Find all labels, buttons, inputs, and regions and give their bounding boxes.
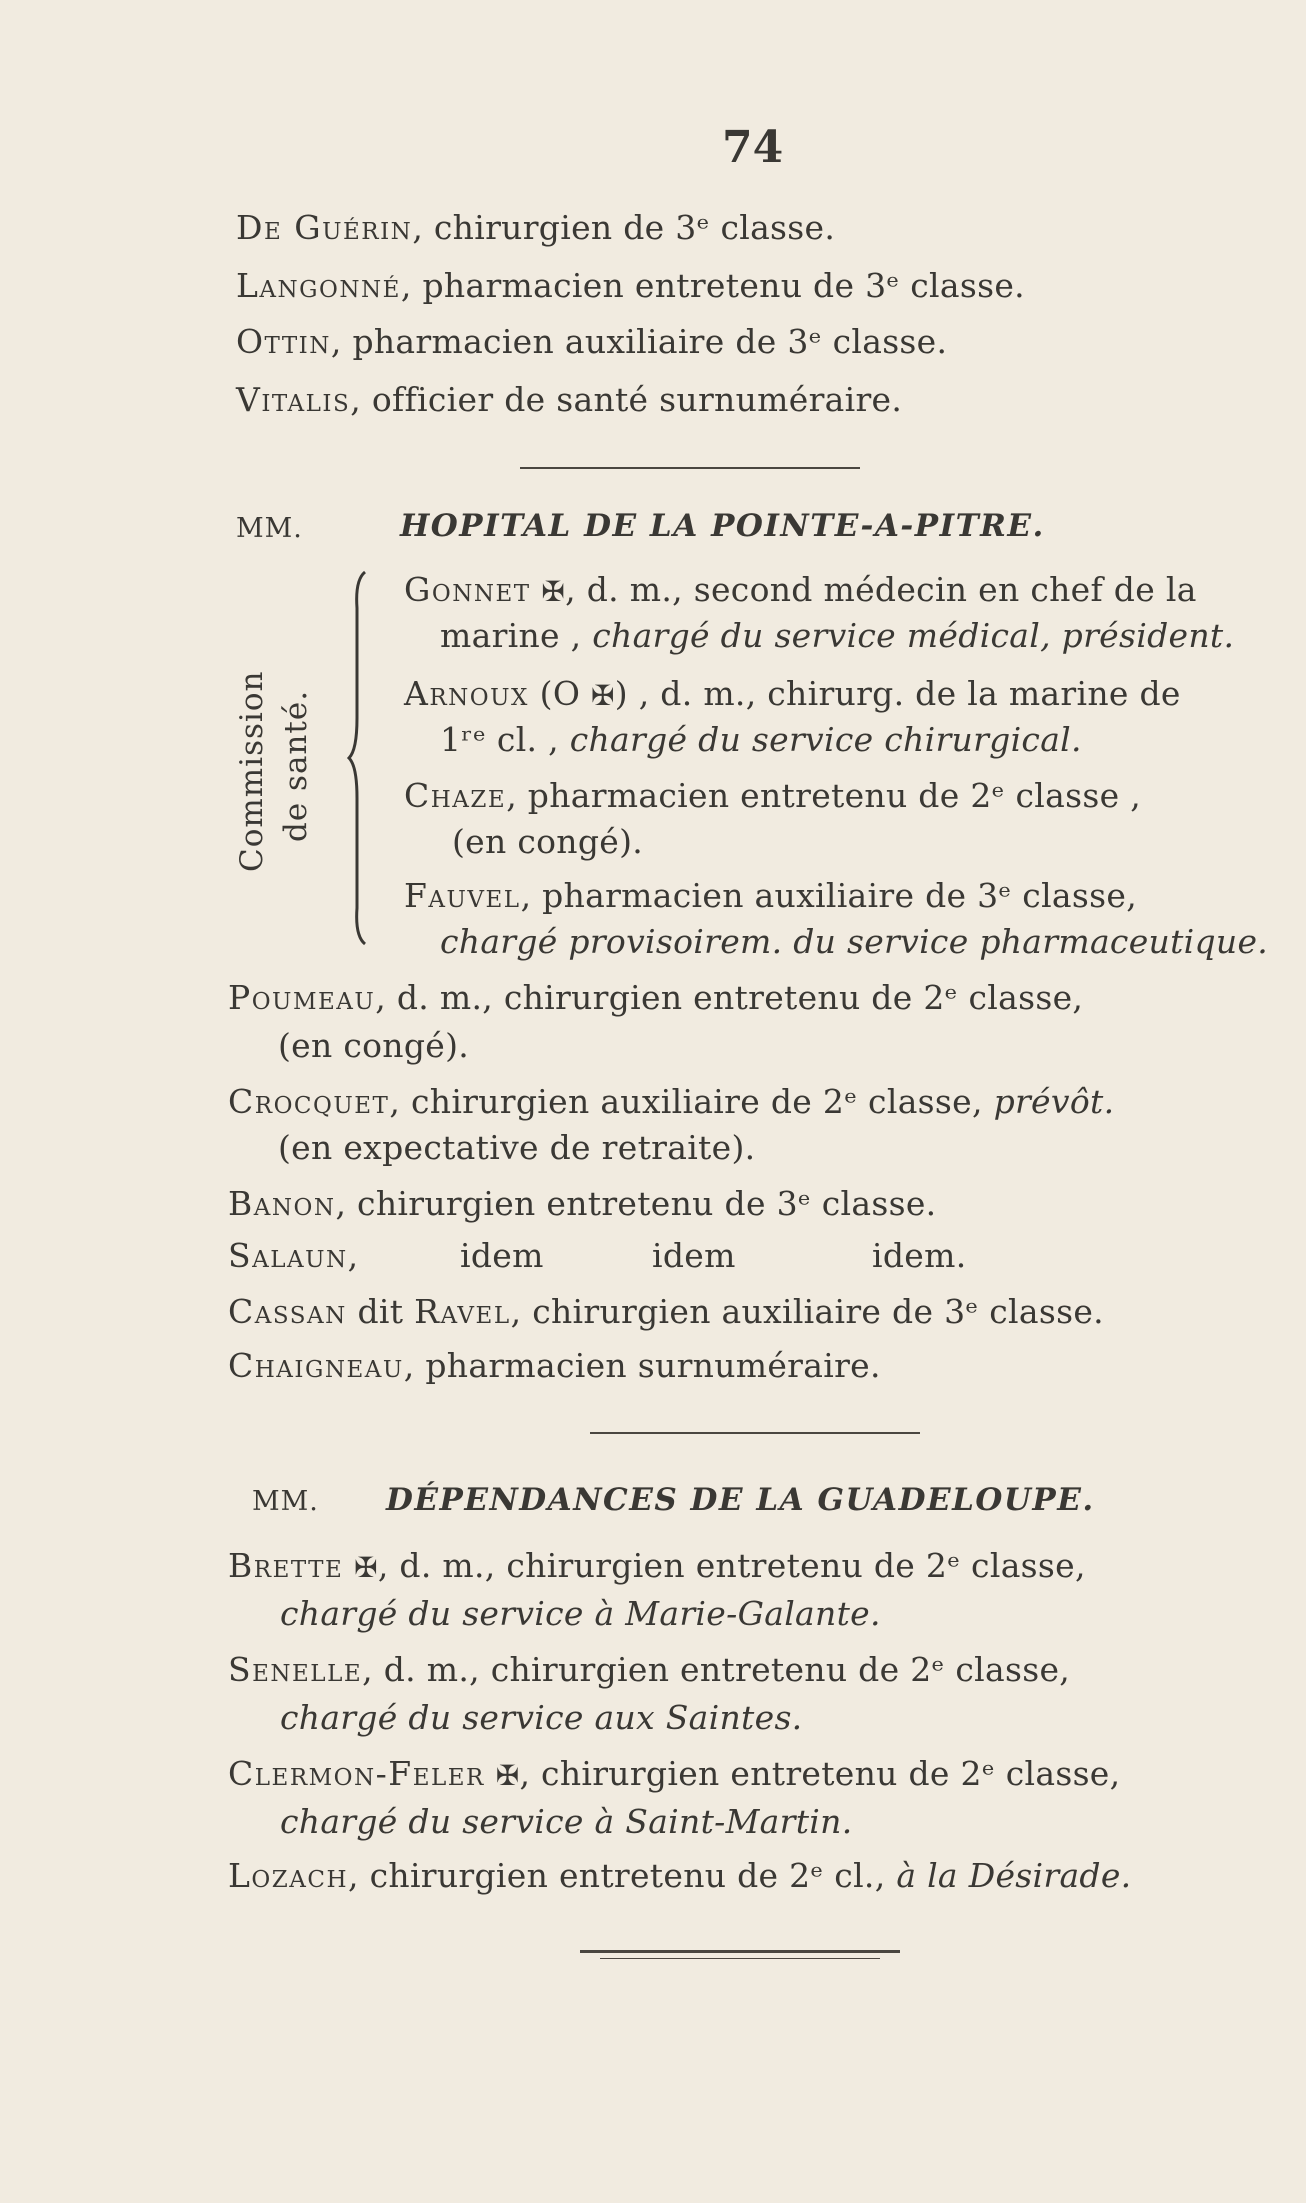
commission-member: Fauvel, pharmacien auxiliaire de 3ᵉ classe,	[404, 876, 1137, 915]
section-mm-label: MM.	[236, 513, 303, 544]
person-name: Senelle	[228, 1650, 363, 1689]
list-item: Chaigneau, pharmacien surnuméraire.	[228, 1346, 881, 1385]
person-name: Vitalis	[236, 380, 351, 419]
person-name: Arnoux	[404, 674, 529, 713]
list-item: Vitalis, officier de santé surnuméraire.	[236, 380, 903, 419]
list-item: Brette ✠, d. m., chirurgien entretenu de 2ᵉ classe,	[228, 1546, 1086, 1588]
list-item-cont: chargé du service aux Saintes.	[280, 1698, 803, 1737]
section-divider	[590, 1432, 920, 1434]
commission-label-2: de santé.	[278, 689, 314, 842]
person-name: Chaigneau	[228, 1346, 404, 1385]
list-item: Ottin, pharmacien auxiliaire de 3ᵉ classe.	[236, 322, 948, 361]
idem-cell: idem	[460, 1236, 544, 1275]
list-item-cont: chargé du service à Saint-Martin.	[280, 1802, 853, 1841]
person-name: Ottin	[236, 322, 331, 361]
legion-cross-icon: ✠	[541, 575, 566, 608]
commission-member: Gonnet ✠, d. m., second médecin en chef de la	[404, 570, 1197, 612]
commission-member: Chaze, pharmacien entretenu de 2ᵉ classe ,	[404, 776, 1141, 815]
commission-member-cont: (en congé).	[452, 822, 644, 861]
legion-cross-icon: ✠	[495, 1759, 520, 1792]
person-name: Poumeau	[228, 978, 376, 1017]
person-name: Clermon-Feler	[228, 1754, 485, 1793]
list-item: Cassan dit Ravel, chirurgien auxiliaire de 3ᵉ classe.	[228, 1292, 1104, 1331]
list-item: Crocquet, chirurgien auxiliaire de 2ᵉ classe, prévôt.	[228, 1082, 1115, 1121]
person-name: Langonné	[236, 266, 401, 305]
end-divider-thin	[600, 1958, 880, 1959]
person-name: Ravel	[414, 1292, 511, 1331]
section-mm-label: MM.	[252, 1486, 319, 1517]
idem-cell: idem	[652, 1236, 736, 1275]
list-item-cont: chargé du service à Marie-Galante.	[280, 1594, 881, 1633]
list-item: De Guérin, chirurgien de 3ᵉ classe.	[236, 208, 836, 247]
person-name: Chaze	[404, 776, 507, 815]
person-name: Salaun	[228, 1236, 348, 1275]
legion-cross-icon: ✠	[591, 679, 615, 712]
brace-mark	[345, 568, 375, 948]
list-item-cont: (en expectative de retraite).	[278, 1128, 756, 1167]
person-name: De Guérin	[236, 208, 413, 247]
list-item-cont: (en congé).	[278, 1026, 470, 1065]
list-item: Lozach, chirurgien entretenu de 2ᵉ cl., à la Désirade.	[228, 1856, 1132, 1895]
person-name: Banon	[228, 1184, 336, 1223]
commission-member-cont: chargé provisoirem. du service pharmaceutique.	[440, 922, 1269, 961]
legion-cross-icon: ✠	[354, 1551, 378, 1584]
commission-member: Arnoux (O ✠) , d. m., chirurg. de la marine de	[404, 674, 1181, 716]
section-heading: HOPITAL DE LA POINTE-A-PITRE.	[400, 508, 1045, 544]
person-name: Crocquet	[228, 1082, 390, 1121]
page-number: 74	[722, 122, 784, 173]
list-item: Banon, chirurgien entretenu de 3ᵉ classe.	[228, 1184, 937, 1223]
person-name: Cassan	[228, 1292, 347, 1331]
idem-cell: idem.	[872, 1236, 967, 1275]
list-item: Senelle, d. m., chirurgien entretenu de 2ᵉ classe,	[228, 1650, 1071, 1689]
commission-member-cont: marine , chargé du service médical, président.	[440, 616, 1235, 655]
end-divider	[580, 1950, 900, 1953]
list-item: Clermon-Feler ✠, chirurgien entretenu de 2ᵉ classe,	[228, 1754, 1120, 1796]
person-name: Lozach	[228, 1856, 349, 1895]
commission-member-cont: 1ʳᵉ cl. , chargé du service chirurgical.	[440, 720, 1082, 759]
commission-label: Commission	[234, 670, 270, 872]
list-item: Langonné, pharmacien entretenu de 3ᵉ classe.	[236, 266, 1025, 305]
person-name: Brette	[228, 1546, 344, 1585]
section-heading: DÉPENDANCES DE LA GUADELOUPE.	[386, 1482, 1095, 1518]
list-item: Salaun,	[228, 1236, 359, 1275]
person-name: Gonnet	[404, 570, 531, 609]
section-divider	[520, 467, 860, 469]
person-name: Fauvel	[404, 876, 521, 915]
list-item: Poumeau, d. m., chirurgien entretenu de 2ᵉ classe,	[228, 978, 1084, 1017]
